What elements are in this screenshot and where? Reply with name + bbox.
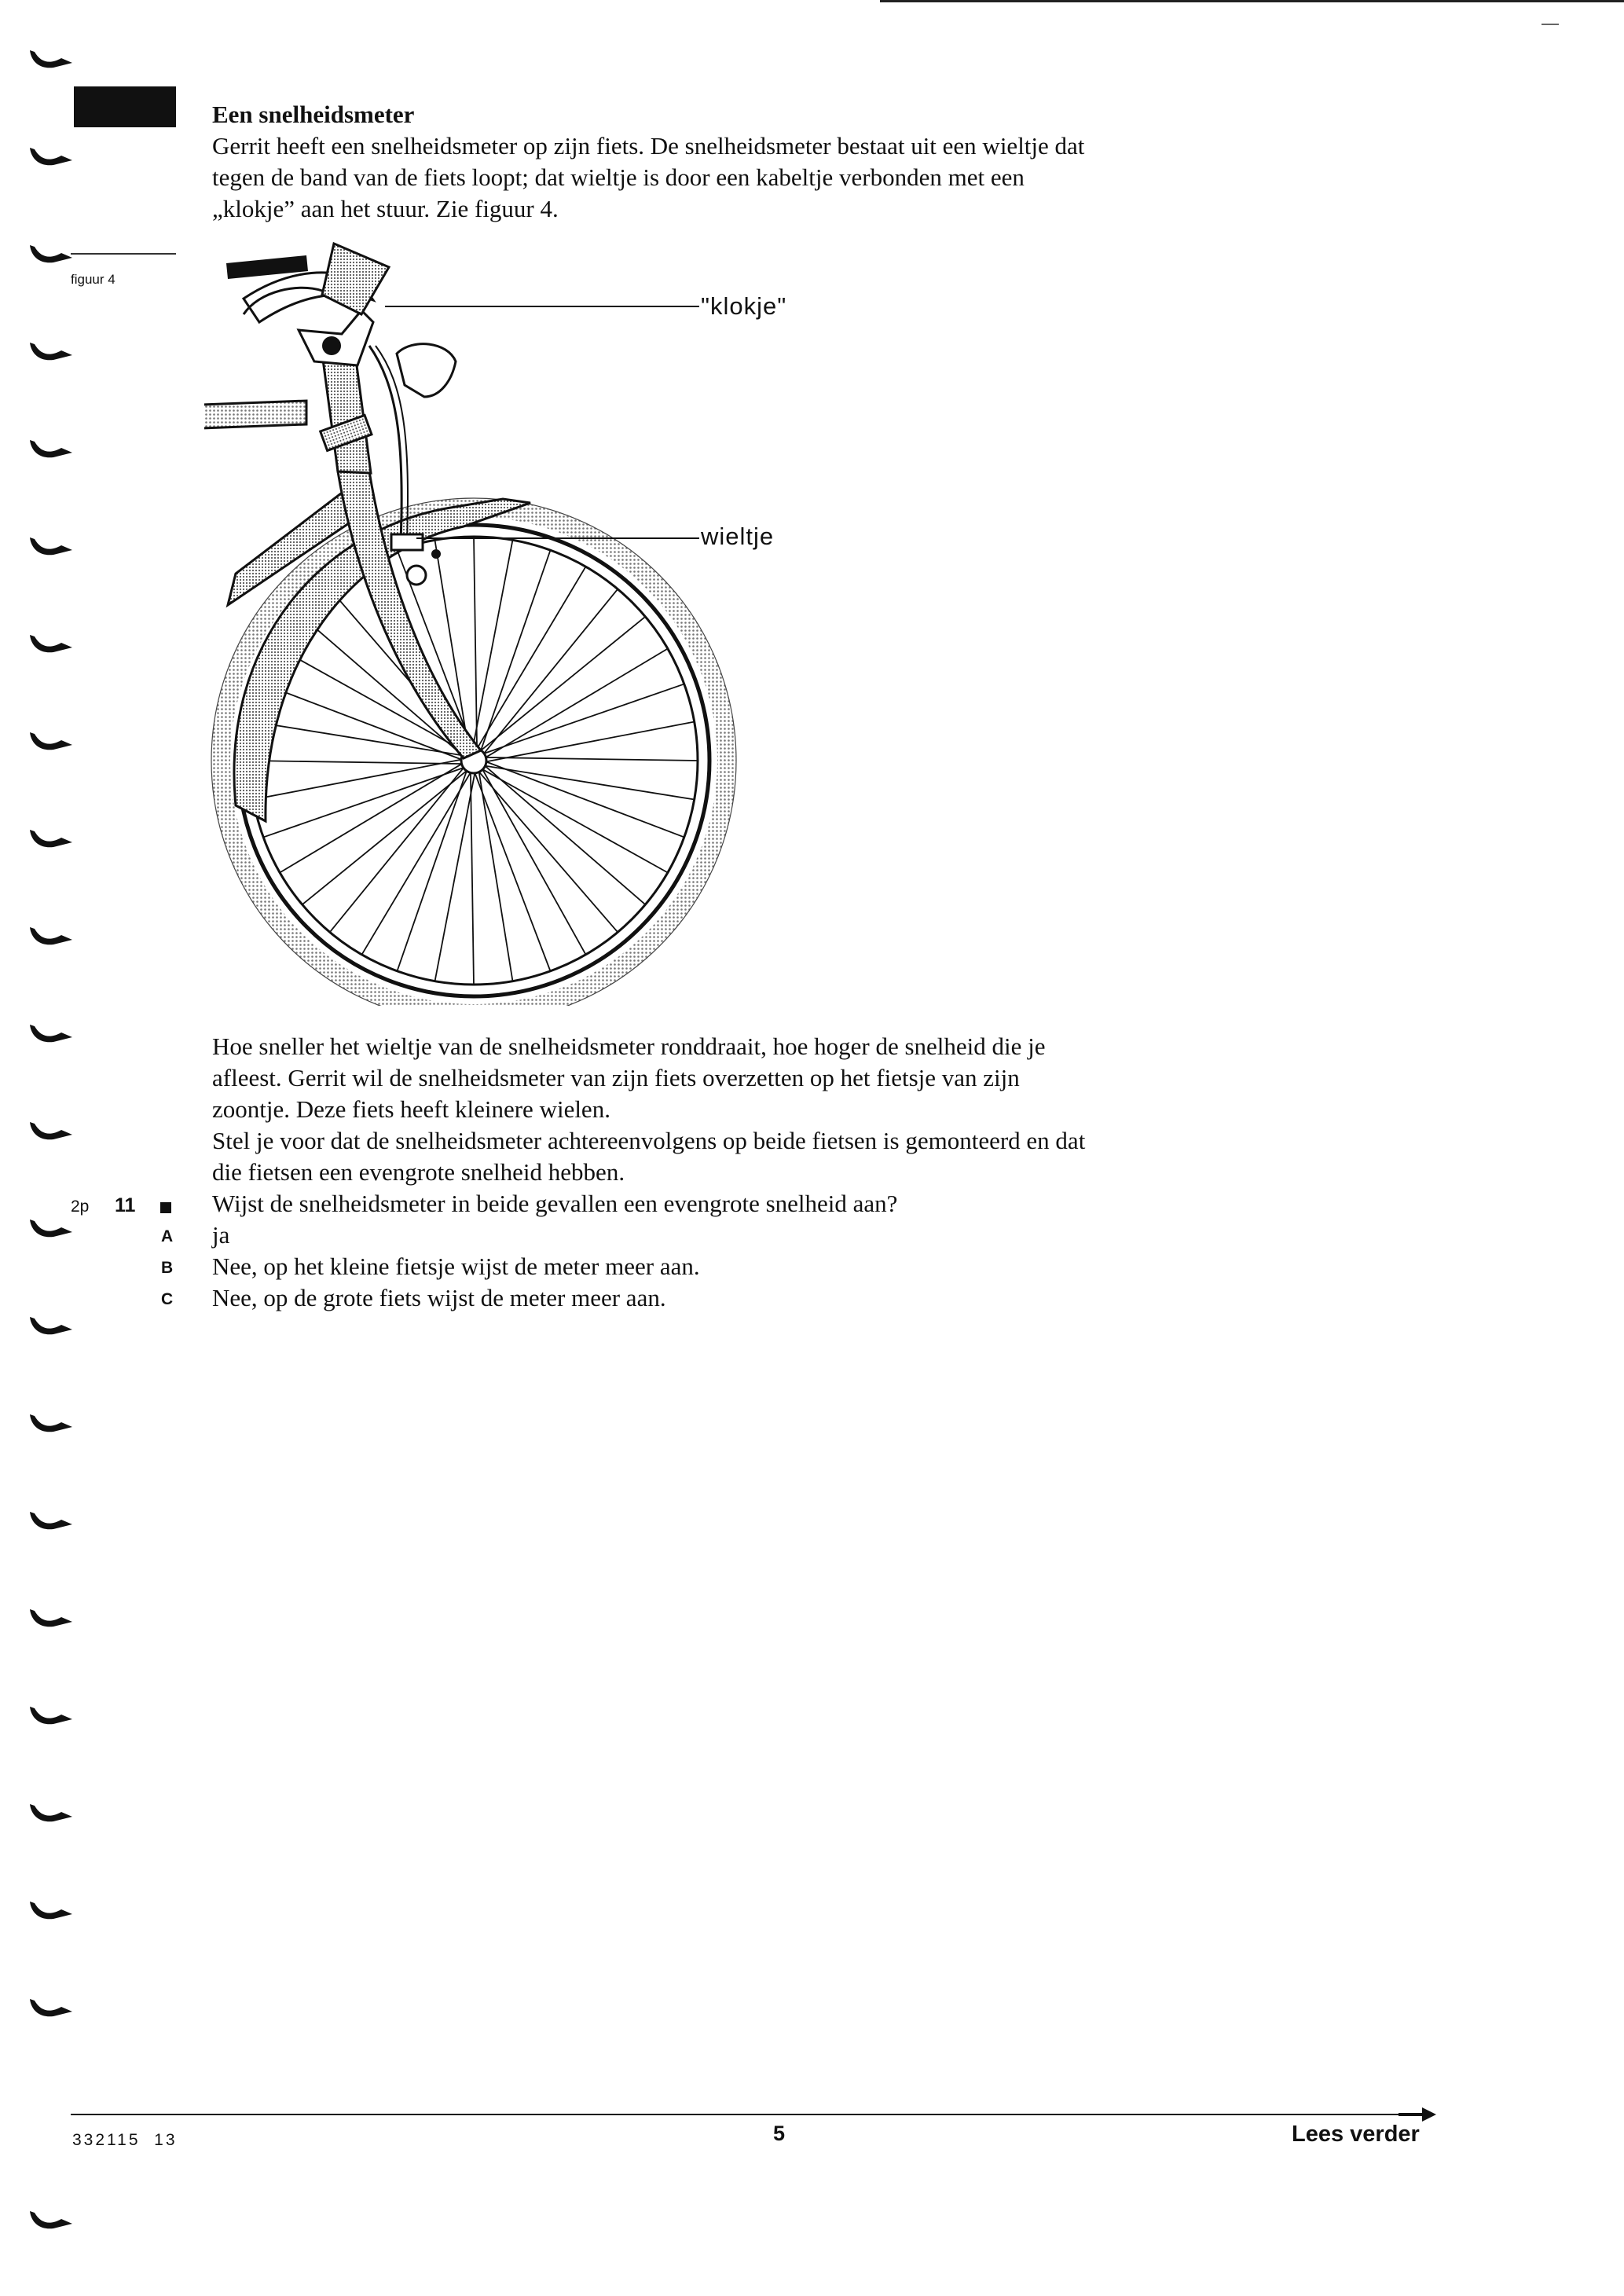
body-line: Stel je voor dat de snelheidsmeter achtereenvolgens op beide fietsen is gemonteerd en dat <box>212 1127 1086 1154</box>
option-letter-b: B <box>161 1259 174 1277</box>
body-line: zoontje. Deze fiets heeft kleinere wielen. <box>212 1095 610 1123</box>
wieltje-bolt <box>431 549 441 559</box>
binder-hole-mark <box>27 1996 77 2024</box>
spoke <box>482 757 698 761</box>
wieltje-wheel <box>407 566 426 585</box>
spoke <box>483 721 695 762</box>
handlebar <box>204 401 306 428</box>
spoke <box>472 539 513 751</box>
binder-hole-mark <box>27 1119 77 1147</box>
spoke <box>249 761 465 764</box>
binder-hole-mark <box>27 1411 77 1440</box>
binder-hole-mark <box>27 145 77 173</box>
intro-line: tegen de band van de fiets loopt; dat wieltje is door een kabeltje verbonden met een <box>212 163 1025 191</box>
option-text-b: Nee, op het kleine fietsje wijst de meter meer aan. <box>212 1253 700 1280</box>
option-text-a: ja <box>212 1221 230 1249</box>
binder-hole-mark <box>27 729 77 757</box>
spoke <box>302 616 465 757</box>
binder-hole-mark <box>27 924 77 952</box>
binder-hole-mark <box>27 47 77 75</box>
spoke <box>434 770 475 982</box>
option-letter-a: A <box>161 1227 174 1245</box>
callout-wieltje: wieltje <box>701 523 775 550</box>
binder-hole-mark <box>27 437 77 465</box>
intro-line: „klokje” aan het stuur. Zie figuur 4. <box>212 195 559 222</box>
callout-klokje: "klokje" <box>701 292 787 320</box>
binder-hole-mark <box>27 242 77 270</box>
binder-hole-mark <box>27 2208 77 2236</box>
klokje-device <box>322 244 389 314</box>
body-paragraph <box>212 1031 1312 1188</box>
binder-hole-mark <box>27 1314 77 1342</box>
intro-line: Gerrit heeft een snelheidsmeter op zijn fiets. De snelheidsmeter bestaat uit een wieltje dat <box>212 132 1085 160</box>
question-text: Wijst de snelheidsmeter in beide gevallen een evengrote snelheid aan? <box>212 1190 898 1217</box>
bicycle-front-figure <box>204 236 833 1006</box>
footer-rule <box>71 2114 1422 2115</box>
binder-hole-mark <box>27 1704 77 1732</box>
corner-mark <box>1542 24 1559 25</box>
binder-hole-mark <box>27 1801 77 1829</box>
klokje-dot <box>322 336 341 355</box>
binder-hole-mark <box>27 534 77 563</box>
spoke <box>471 769 474 985</box>
spoke <box>482 765 695 800</box>
continue-arrow-icon <box>1399 2106 1438 2123</box>
question-points: 2p <box>71 1198 90 1216</box>
head-tube <box>322 354 371 473</box>
body-line: Hoe sneller het wieltje van de snelheidsmeter ronddraait, hoe hoger de snelheid die je <box>212 1032 1046 1060</box>
binder-hole-mark <box>27 1898 77 1927</box>
spoke <box>478 768 513 981</box>
footer-code: 332115 13 <box>72 2131 178 2149</box>
body-line: afleest. Gerrit wil de snelheidsmeter van zijn fiets overzetten op het fietsje van zijn <box>212 1064 1020 1091</box>
wieltje-bracket <box>391 534 423 550</box>
question-bullet-icon <box>160 1202 171 1213</box>
intro-block <box>212 99 1312 225</box>
spoke <box>252 759 464 800</box>
lamp <box>397 344 456 397</box>
question-number: 11 <box>115 1194 136 1216</box>
footer-page-number: 5 <box>773 2122 786 2145</box>
footer-continue-label: Lees verder <box>1292 2122 1420 2147</box>
option-letter-c: C <box>161 1290 174 1308</box>
spoke <box>482 764 646 905</box>
figure-label: figuur 4 <box>71 272 115 287</box>
section-tab-block <box>74 86 176 127</box>
binder-hole-mark <box>27 632 77 660</box>
spoke <box>252 721 465 756</box>
top-rule <box>880 0 1624 2</box>
figure-label-rule <box>71 253 176 255</box>
binder-hole-mark <box>27 1606 77 1634</box>
body-line: die fietsen een evengrote snelheid hebben. <box>212 1158 625 1186</box>
spoke <box>474 536 477 752</box>
binder-hole-mark <box>27 1216 77 1245</box>
option-text-c: Nee, op de grote fiets wijst de meter meer aan. <box>212 1284 666 1311</box>
spoke <box>477 769 618 933</box>
binder-hole-mark <box>27 1021 77 1050</box>
section-title: Een snelheidsmeter <box>212 101 415 128</box>
binder-hole-mark <box>27 339 77 368</box>
binder-hole-mark <box>27 827 77 855</box>
binder-hole-mark <box>27 1509 77 1537</box>
